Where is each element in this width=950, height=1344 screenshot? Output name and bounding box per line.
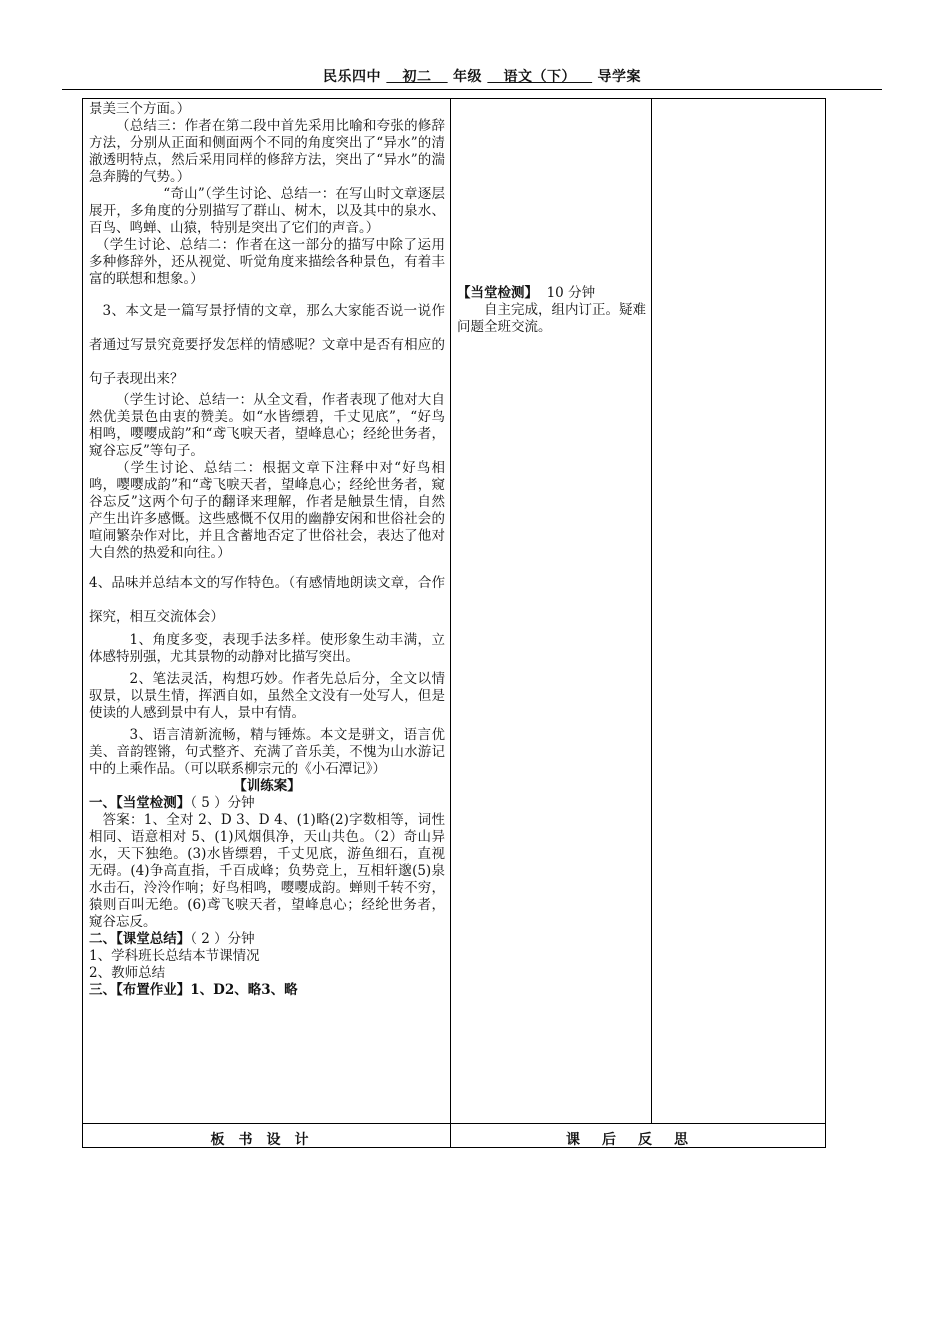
para-7: （学生讨论、总结二：根据文章下注释中对“好鸟相鸣，嘤嘤成韵”和“鸢飞唳天者，望峰息心；经纶世务者，窥谷忘反”这两个句子的翻译来理解，作者是触景生情，自然产生出许多感慨。这些感慨不仅用的幽静安闲和世俗社会的喧闹繁杂作对比，并且含蓄地否定了世俗社会，表达了他对大自然的热爱和向往。） <box>89 460 445 561</box>
page-header <box>82 68 882 86</box>
para-2: （总结三：作者在第二段中首先采用比喻和夸张的修辞方法，分别从正面和侧面两个不同的角度突出了“异水”的清澈透明特点，然后采用同样的修辞方法，突出了“异水”的湍急奔腾的气势。） <box>89 118 445 185</box>
para-4: （学生讨论、总结二：作者在这一部分的描写中除了运用多种修辞外，还从视觉、听觉角度来描绘各种景色，有着丰富的联想和想象。） <box>89 237 445 287</box>
feature-2: 2、笔法灵活，构想巧妙。作者先总后分，全文以情驭景，以景生情，挥洒自如，虽然全文没有一处写人，但是使读的人感到景中有人，景中有情。 <box>89 671 445 721</box>
board-design-label: 板书设计 <box>210 1132 323 1148</box>
doc-type: 导学案 <box>597 69 641 85</box>
question-4: 4、品味并总结本文的写作特色。（有感情地朗读文章，合作探究，相互交流体会） <box>89 575 445 625</box>
test-heading: 【当堂检测】 10 分钟 <box>457 285 596 301</box>
section-1: 一、【当堂检测】（ 5 ）分钟 <box>89 795 255 811</box>
test-instructions: 自主完成，组内订正。疑难问题全班交流。 <box>457 302 646 335</box>
summary-item-2: 2、教师总结 <box>89 965 166 981</box>
school-name: 民乐四中 <box>323 69 381 85</box>
section-3: 三、【布置作业】1、D2、略3、略 <box>89 982 298 998</box>
para-3: “奇山”（学生讨论、总结一：在写山时文章逐层展开，多角度的分别描写了群山、树木，以及其中的泉水、百鸟、鸣蝉、山猿，特别是突出了它们的声音。） <box>89 186 445 236</box>
answers: 答案：1、全对 2、D 3、D 4、(1)略(2)字数相等，词性相同、语意相对 5、(1)风烟俱净，天山共色。（2）奇山异水，天下独绝。(3)水皆缥碧，千丈见底，游鱼细石，直视无碍。(4)争高直指，千百成峰；负势竞上，互相轩邈(5)泉水击石，泠泠作响；好鸟相鸣，嘤嘤成韵。蝉则千转不穷，猿则百叫无绝。(6)鸢飞唳天者，望峰息心；经纶世务者，窥谷忘反。 <box>89 812 445 930</box>
subject-value: 语文（下） <box>503 69 576 85</box>
feature-3: 3、语言清新流畅，精与锤炼。本文是骈文，语言优美、音韵铿锵，句式整齐、充满了音乐美，不愧为山水游记中的上乘作品。（可以联系柳宗元的《小石潭记》） <box>89 727 445 777</box>
after-class-reflection-label: 课后反思 <box>566 1132 710 1148</box>
column-divider-1 <box>450 99 451 1147</box>
para-6: （学生讨论、总结一：从全文看，作者表现了他对大自然优美景色由衷的赞美。如“水皆缥碧，千丈见底”，“好鸟相鸣，嘤嘤成韵”和“鸢飞唳天者，望峰息心；经纶世务者，窥谷忘反”等句子。 <box>89 392 445 459</box>
lesson-table <box>82 98 826 1148</box>
column-divider-2 <box>651 99 652 1124</box>
grade-label: 年级 <box>453 69 482 85</box>
student-activity-column <box>457 285 649 336</box>
section-2: 二、【课堂总结】（ 2 ）分钟 <box>89 931 255 947</box>
para-1: 景美三个方面。） <box>89 101 191 117</box>
summary-item-1: 1、学科班长总结本节课情况 <box>89 948 260 964</box>
training-title: 【训练案】 <box>233 778 301 794</box>
question-3: 3、本文是一篇写景抒情的文章，那么大家能否说一说作者通过写景究竟要抒发怎样的情感呢？文章中是否有相应的句子表现出来？ <box>89 303 445 387</box>
feature-1: 1、角度多变，表现手法多样。使形象生动丰满，立体感特别强，尤其景物的动静对比描写突出。 <box>89 632 445 665</box>
header-rule <box>62 89 882 90</box>
footer-row-divider <box>83 1123 825 1124</box>
grade-value: 初二 <box>402 69 432 85</box>
teaching-content-column <box>89 101 445 999</box>
